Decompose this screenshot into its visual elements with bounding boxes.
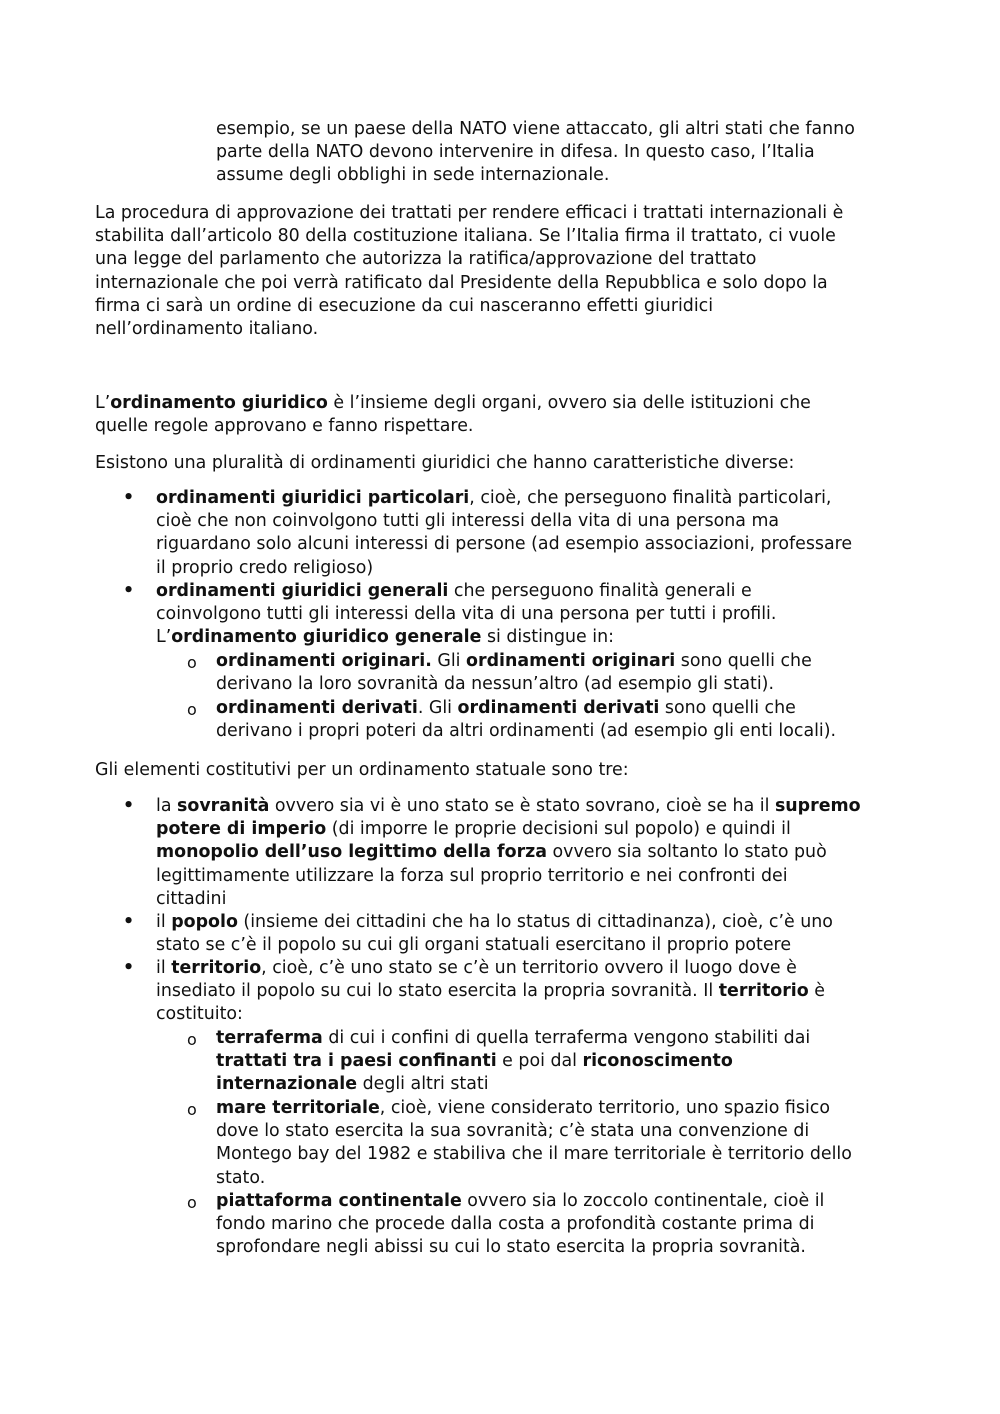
term-bold: ordinamento giuridico — [110, 393, 328, 413]
text-run: degli altri stati — [357, 1074, 489, 1095]
text-run: ovvero sia vi è uno stato se è stato sovrano, cioè se ha il — [269, 796, 775, 816]
text-line: una legge del parlamento che autorizza la ratifica/approvazione del trattato — [95, 249, 757, 270]
sub-item-piattaforma-continentale — [216, 1190, 824, 1260]
sub-item-derivati — [216, 697, 836, 743]
bullet-marker: • — [123, 912, 135, 932]
text-line: derivano i propri poteri da altri ordinamenti (ad esempio gli enti locali). — [216, 721, 837, 742]
text-line — [156, 957, 825, 980]
text-line: cittadini — [156, 888, 227, 909]
sub-bullet-marker: o — [187, 1030, 197, 1049]
text-line: internazionale che poi verrà ratificato dal Presidente della Repubblica e solo dopo la — [95, 272, 828, 293]
sub-bullet-marker: o — [187, 653, 197, 672]
text-run: e poi dal — [496, 1051, 583, 1072]
text-line: sprofondare negli abissi su cui lo stato esercita la propria sovranità. — [216, 1237, 806, 1258]
term-bold: trattati tra i paesi confinanti — [216, 1051, 497, 1072]
term-bold: ordinamenti giuridici particolari — [156, 488, 470, 508]
text-line: Esistono una pluralità di ordinamenti giuridici che hanno caratteristiche diverse: — [95, 453, 795, 473]
text-line — [156, 626, 776, 649]
term-bold: sovranità — [177, 796, 270, 816]
text-line: Gli elementi costitutivi per un ordinamento statuale sono tre: — [95, 760, 629, 780]
term-bold: territorio — [718, 981, 809, 1002]
text-line: stato se c’è il popolo su cui gli organi statuali esercitano il proprio potere — [156, 935, 792, 956]
text-line: stato. — [216, 1167, 266, 1188]
text-run: è l’insieme degli organi, ovvero sia delle istituzioni che — [327, 393, 811, 413]
text-line: coinvolgono tutti gli interessi della vita di una persona per tutti i profili. — [156, 604, 777, 625]
text-line: costituito: — [156, 1004, 243, 1025]
text-run: di cui i confini di quella terraferma vengono stabiliti dai — [322, 1028, 811, 1048]
term-bold: territorio — [171, 958, 262, 978]
text-run: (insieme dei cittadini che ha lo status di cittadinanza), cioè, c’è uno — [237, 912, 833, 932]
bullet-marker: • — [123, 958, 135, 978]
list-item-popolo — [156, 911, 833, 957]
term-bold: ordinamenti originari — [466, 651, 676, 671]
list-item-generali — [156, 580, 776, 650]
list-item-particolari — [156, 487, 852, 580]
text-line: derivano la loro sovranità da nessun’altro (ad esempio gli stati). — [216, 674, 774, 695]
text-line: La procedura di approvazione dei trattati per rendere efficaci i trattati internazionali è — [95, 203, 844, 223]
text-line — [95, 392, 811, 415]
term-bold: ordinamenti derivati — [216, 698, 418, 718]
nato-example-paragraph — [216, 118, 855, 188]
term-bold: supremo — [774, 796, 861, 816]
text-run: il — [156, 912, 172, 932]
text-line — [156, 911, 833, 934]
text-line — [156, 795, 861, 818]
sub-item-originari — [216, 650, 812, 696]
bullet-marker: • — [123, 796, 135, 816]
text-run: si distingue in: — [481, 627, 614, 648]
list-item-territorio — [156, 957, 825, 1027]
text-line — [156, 841, 861, 864]
term-bold: piattaforma continentale — [216, 1191, 462, 1211]
text-run: sono quelli che — [659, 698, 796, 718]
text-run: la — [156, 796, 178, 816]
text-run: , cioè, viene considerato territorio, uno spazio fisico — [379, 1098, 830, 1118]
sub-bullet-marker: o — [187, 1100, 197, 1119]
sub-bullet-marker: o — [187, 700, 197, 719]
treaty-approval-paragraph — [95, 202, 843, 341]
text-line — [216, 697, 836, 720]
text-line: Montego bay del 1982 e stabiliva che il mare territoriale è territorio dello — [216, 1144, 852, 1165]
term-bold: ordinamenti giuridici generali — [156, 581, 449, 601]
text-line: nell’ordinamento italiano. — [95, 318, 319, 339]
term-bold: riconoscimento — [582, 1051, 733, 1072]
ordinamento-definition-paragraph — [95, 392, 811, 438]
text-run: è — [808, 981, 825, 1002]
term-bold: monopolio dell’uso legittimo della forza — [156, 842, 548, 863]
text-line — [156, 580, 776, 603]
text-line: assume degli obblighi in sede internazionale. — [216, 165, 610, 186]
text-line — [216, 1097, 852, 1120]
bullet-marker: • — [123, 581, 135, 601]
text-line — [216, 1027, 810, 1050]
text-run: ovvero sia soltanto lo stato può — [547, 842, 827, 863]
text-run: , cioè, che perseguono finalità particolari, — [469, 488, 832, 508]
text-run: , cioè, c’è uno stato se c’è un territorio ovvero il luogo dove è — [261, 958, 797, 978]
term-bold: ordinamento giuridico generale — [171, 627, 482, 648]
list-item-sovranita — [156, 795, 861, 911]
text-run: Gli — [431, 651, 467, 671]
text-run: (di imporre le proprie decisioni sul popolo) e quindi il — [326, 819, 791, 840]
text-line — [156, 980, 825, 1003]
term-bold: mare territoriale — [216, 1098, 380, 1118]
term-bold: potere di imperio — [156, 819, 327, 840]
text-run: L’ — [156, 627, 172, 648]
text-run: ovvero sia lo zoccolo continentale, cioè il — [461, 1191, 825, 1211]
term-bold: popolo — [171, 912, 238, 932]
text-line: cioè che non coinvolgono tutti gli interessi della vita di una persona ma — [156, 511, 780, 532]
sub-item-mare-territoriale — [216, 1097, 852, 1190]
sub-bullet-marker: o — [187, 1193, 197, 1212]
text-line: quelle regole approvano e fanno rispettare. — [95, 416, 474, 437]
term-bold: internazionale — [216, 1074, 358, 1095]
elementi-paragraph — [95, 759, 629, 782]
text-run: insediato il popolo su cui lo stato esercita la propria sovranità. Il — [156, 981, 719, 1002]
text-line: il proprio credo religioso) — [156, 557, 374, 578]
text-run: L’ — [95, 393, 111, 413]
text-line: firma ci sarà un ordine di esecuzione da cui nasceranno effetti giuridici — [95, 295, 714, 316]
text-line: parte della NATO devono intervenire in difesa. In questo caso, l’Italia — [216, 142, 815, 163]
text-line: dove lo stato esercita la sua sovranità; c’è stata una convenzione di — [216, 1121, 810, 1142]
text-run: che perseguono finalità generali e — [448, 581, 752, 601]
text-run: . Gli — [417, 698, 458, 718]
text-line: fondo marino che procede dalla costa a profondità costante prima di — [216, 1214, 815, 1235]
sub-item-terraferma — [216, 1027, 810, 1097]
text-line: esempio, se un paese della NATO viene attaccato, gli altri stati che fanno — [216, 119, 855, 139]
text-line — [216, 1050, 810, 1073]
pluralita-paragraph — [95, 452, 794, 475]
text-line — [156, 818, 861, 841]
text-line — [216, 1073, 810, 1096]
text-run: il — [156, 958, 172, 978]
text-line: legittimamente utilizzare la forza sul proprio territorio e nei confronti dei — [156, 865, 788, 886]
text-run: sono quelli che — [675, 651, 812, 671]
text-line — [216, 650, 812, 673]
text-line: stabilita dall’articolo 80 della costituzione italiana. Se l’Italia firma il trattato, ci vuole — [95, 226, 836, 247]
text-line — [156, 487, 852, 510]
term-bold: terraferma — [216, 1028, 323, 1048]
term-bold: ordinamenti derivati — [457, 698, 660, 718]
term-bold: ordinamenti originari. — [216, 651, 432, 671]
text-line: riguardano solo alcuni interessi di persone (ad esempio associazioni, professare — [156, 534, 853, 555]
bullet-marker: • — [123, 488, 135, 508]
text-line — [216, 1190, 824, 1213]
